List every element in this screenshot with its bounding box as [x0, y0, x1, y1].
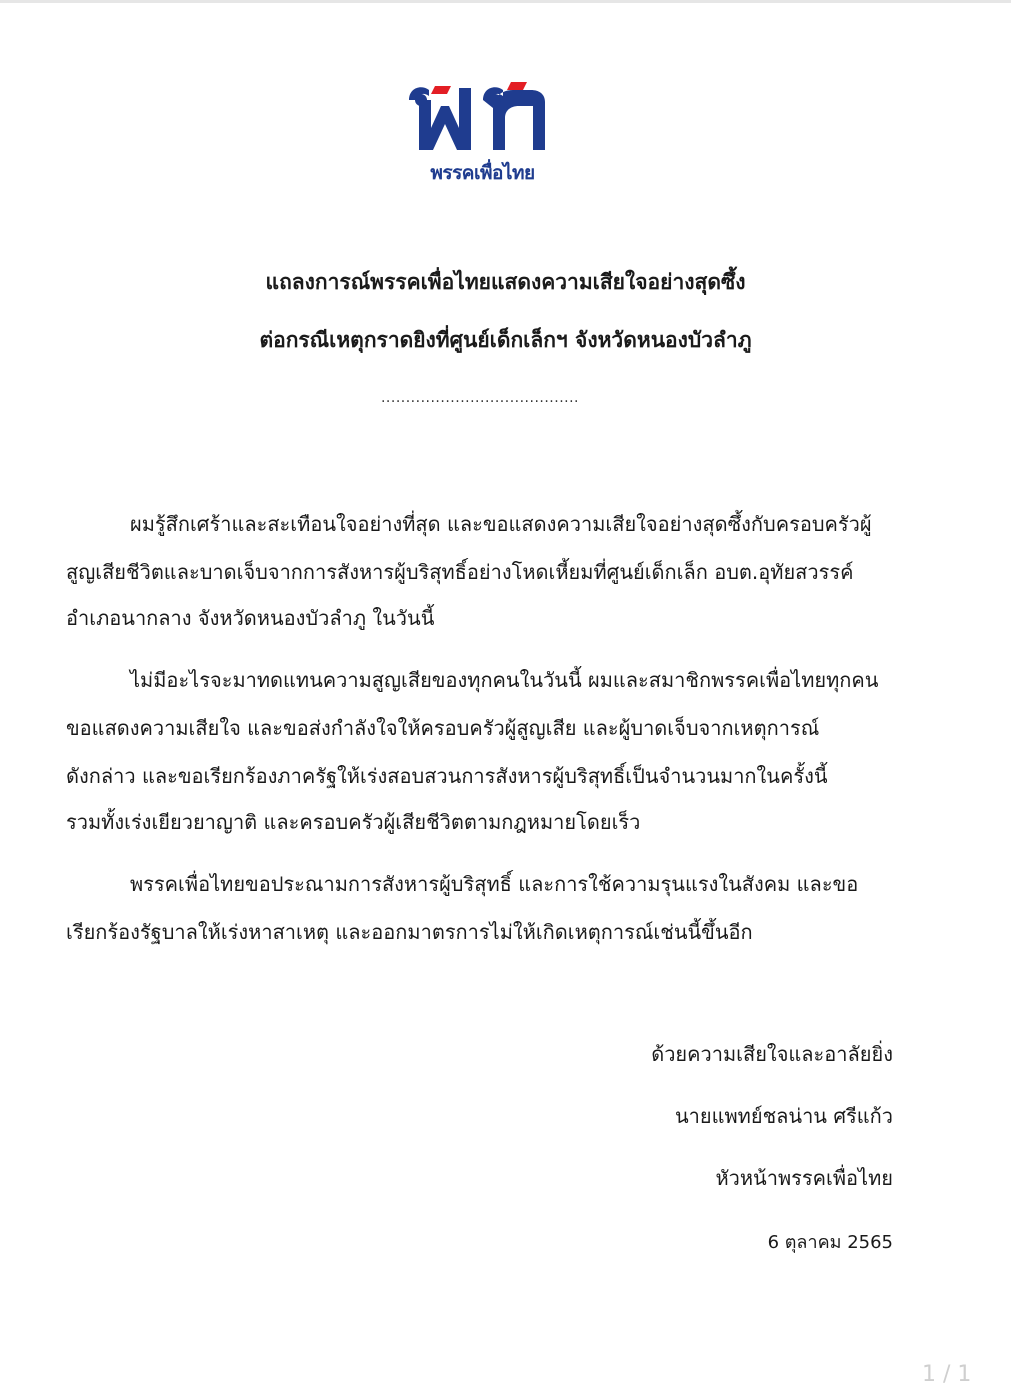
paragraph-1-line-2: สูญเสียชีวิตและบาดเจ็บจากการสังหารผู้บริสุทธิ์อย่างโหดเหี้ยมที่ศูนย์เด็กเล็ก อบต.อุทัยสวรรค์: [66, 560, 854, 584]
signature-date: 6 ตุลาคม 2565: [767, 1232, 893, 1253]
paragraph-2-line-3: ดังกล่าว และขอเรียกร้องภาครัฐให้เร่งสอบสวนการสังหารผู้บริสุทธิ์เป็นจำนวนมากในครั้งนี้: [66, 764, 828, 788]
paragraph-2-line-1: ไม่มีอะไรจะมาทดแทนความสูญเสียของทุกคนในวันนี้ ผมและสมาชิกพรรคเพื่อไทยทุกคน: [130, 668, 879, 692]
party-logo: [405, 78, 560, 188]
title-separator: ........................................: [380, 390, 579, 406]
paragraph-2-line-2: ขอแสดงความเสียใจ และขอส่งกำลังใจให้ครอบครัวผู้สูญเสีย และผู้บาดเจ็บจากเหตุการณ์: [66, 716, 820, 740]
paragraph-3-line-2: เรียกร้องรัฐบาลให้เร่งหาสาเหตุ และออกมาตรการไม่ให้เกิดเหตุการณ์เช่นนี้ขึ้นอีก: [66, 920, 753, 944]
paragraph-1-line-1: ผมรู้สึกเศร้าและสะเทือนใจอย่างที่สุด และขอแสดงความเสียใจอย่างสุดซึ้งกับครอบครัวผู้: [130, 512, 872, 536]
paragraph-3-line-1: พรรคเพื่อไทยขอประณามการสังหารผู้บริสุทธิ์ และการใช้ความรุนแรงในสังคม และขอ: [130, 872, 859, 896]
paragraph-2-line-4: รวมทั้งเร่งเยียวยาญาติ และครอบครัวผู้เสียชีวิตตามกฎหมายโดยเร็ว: [66, 810, 641, 834]
party-logo-text: พรรคเพื่อไทย: [430, 162, 535, 184]
signature-position: หัวหน้าพรรคเพื่อไทย: [715, 1166, 893, 1190]
statement-title-line-2: ต่อกรณีเหตุกราดยิงที่ศูนย์เด็กเล็กฯ จังหวัดหนองบัวลำภู: [259, 328, 752, 352]
signature-name: นายแพทย์ชลน่าน ศรีแก้ว: [674, 1104, 893, 1128]
paragraph-1-line-3: อำเภอนากลาง จังหวัดหนองบัวลำภู ในวันนี้: [66, 606, 435, 630]
party-logo-mark-icon: [405, 78, 560, 156]
page-indicator: 1 / 1: [922, 1362, 972, 1387]
statement-title-line-1: แถลงการณ์พรรคเพื่อไทยแสดงความเสียใจอย่างสุดซึ้ง: [265, 270, 746, 294]
signature-closing: ด้วยความเสียใจและอาลัยยิ่ง: [651, 1042, 893, 1066]
top-divider: [0, 0, 1011, 3]
